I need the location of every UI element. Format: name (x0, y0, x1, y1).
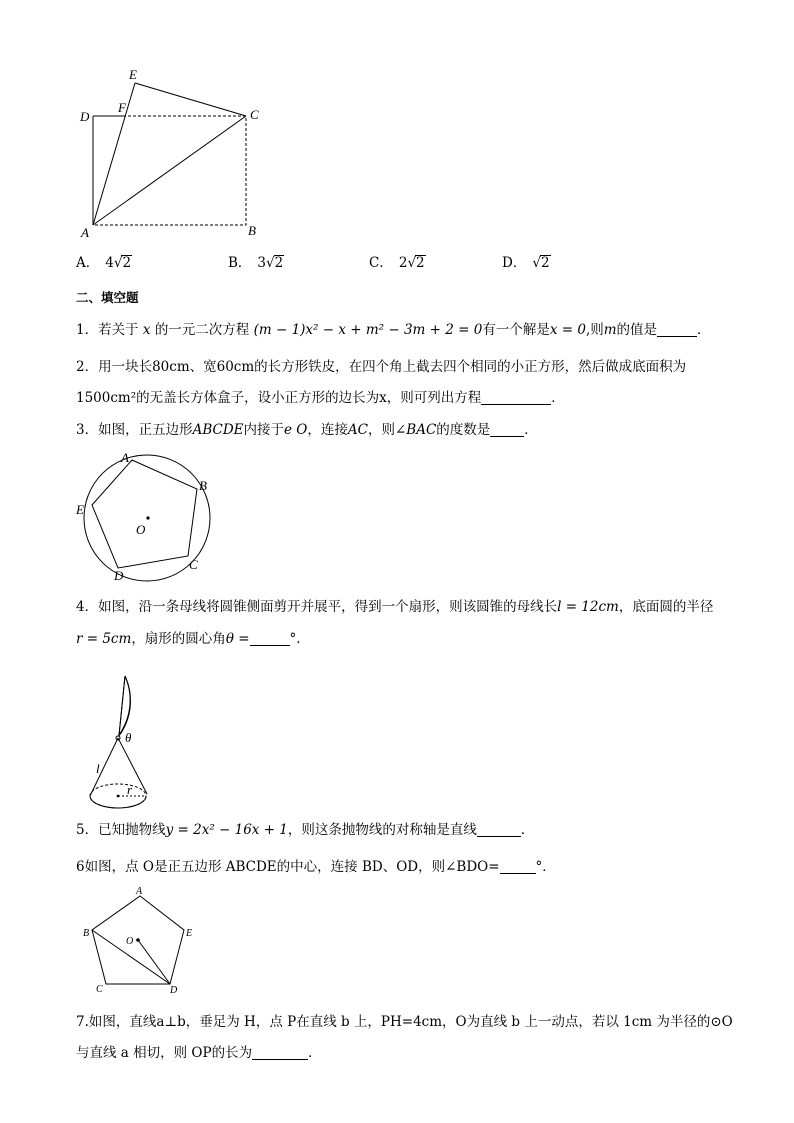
label-C: C (96, 984, 103, 995)
section-title: 二、填空题 (76, 290, 139, 305)
label-O: O (126, 936, 134, 947)
label-l: l (96, 761, 100, 776)
label-F: F (118, 100, 126, 115)
figure-rectangle-fold (70, 65, 270, 240)
figure-inscribed-pentagon (70, 448, 230, 588)
question-7-line2: 与直线 a 相切，则 OP的长为 ． (76, 1045, 322, 1061)
choice-a: A． 4√2 (76, 255, 132, 271)
question-2-line1: 2．用一块长80cm、宽60cm的长方形铁皮，在四个角上截去四个相同的小正方形，然后做成底面积为 (76, 359, 687, 375)
question-4-line2: r = 5cm，扇形的圆心角θ = °． (76, 631, 310, 647)
label-B: B (199, 478, 207, 493)
label-E: E (186, 928, 193, 939)
label-D: D (80, 109, 90, 124)
label-theta: θ (125, 730, 132, 745)
question-6: 6如图，点 O是正五边形 ABCDE的中心，连接 BD、OD，则∠BDO= °． (76, 859, 556, 875)
label-r: r (127, 782, 133, 797)
question-5: 5．已知抛物线y = 2x² − 16x + 1，则这条抛物线的对称轴是直线 ． (76, 822, 535, 838)
label-E: E (129, 67, 137, 82)
question-3: 3．如图，正五边形ABCDE内接于e O，连接AC，则∠BAC的度数是 ． (76, 422, 538, 438)
question-1: 1．若关于 x 的一元二次方程 (m − 1)x² − x + m² − 3m + 2 = 0有一个解是x = 0,则m的值是 ． (76, 322, 711, 338)
choice-b: B． 3√2 (228, 255, 284, 271)
label-D: D (114, 568, 124, 583)
choice-d: D． √2 (502, 255, 550, 271)
figure-cone-sector (85, 668, 215, 818)
question-7-line1: 7.如图，直线a⊥b，垂足为 H，点 P在直线 b 上，PH=4cm，O为直线 b 上一动点，若以 1cm 为半径的⊙O (76, 1014, 733, 1030)
label-C: C (250, 107, 259, 122)
choice-c: C． 2√2 (369, 255, 425, 271)
label-E: E (76, 502, 84, 517)
question-2-line2: 1500cm²的无盖长方体盒子，设小正方形的边长为x，则可列出方程 ． (76, 390, 565, 406)
label-C: C (189, 557, 198, 572)
label-B: B (83, 928, 90, 939)
label-A: A (136, 886, 143, 897)
figure-pentagon-center (80, 884, 210, 994)
question-4-line1: 4．如图，沿一条母线将圆锥侧面剪开并展平，得到一个扇形，则该圆锥的母线长l = 12cm，底面圆的半径 (76, 599, 714, 615)
label-D: D (170, 985, 178, 996)
label-B: B (248, 223, 256, 238)
label-O: O (136, 522, 146, 537)
label-A: A (81, 225, 89, 240)
label-A: A (121, 450, 129, 465)
